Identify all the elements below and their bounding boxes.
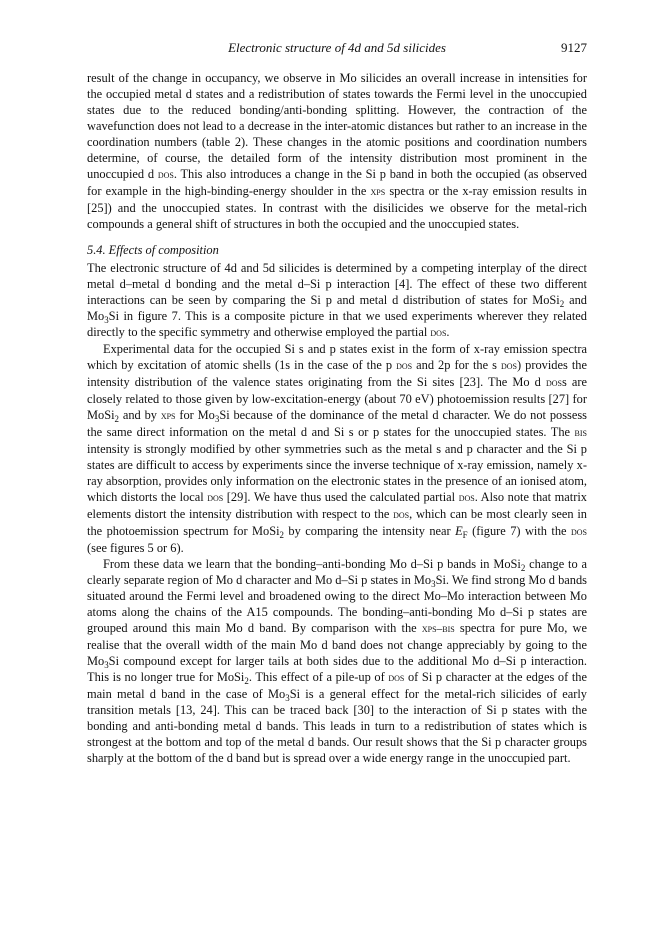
paragraph: From these data we learn that the bonding–anti-bonding Mo d–Si p bands in MoSi$_2$ change to a clearly separate region of Mo d character and Mo d–Si p states in $Mo_3Si$. We find strong Mo d bands situated around the Fermi level and broadened owing to the direct Mo–Mo interaction between Mo atoms along the chains of the A15 compounds. The bonding–anti-bonding Mo d–Si p states are grouped around this main Mo d band. By comparison with the xps–bis spectra for pure Mo, we realise that the overall width of the main Mo d band does not change appreciably by going to the $Mo_3Si$ compound except for larger tails at both sides due to the additional Mo d–Si p interaction. This is no longer true for MoSi$_2$. This effect of a pile-up of dos of Si p character at the edges of the main metal d band in the case of $Mo_3Si$ is a general effect for the metal-rich silicides of early transition metals [13, 24]. This can be traced back [30] to the interaction of Si p states with the bonding and anti-bonding metal d bands. This leads in turn to a redistribution of states which is strongest at the bottom and top of the metal d bands. Our result shows that the Si p character groups sharply at the bottom of the d band but is spread over a wide energy range in the unoccupied part. <box>87 557 588 765</box>
page-number: 9127 <box>561 40 587 55</box>
document-page <box>87 40 587 766</box>
running-title: Electronic structure of 4d and 5d silicides <box>228 40 446 55</box>
paragraph: result of the change in occupancy, we observe in Mo silicides an overall increase in intensities for the occupied metal d states and a redistribution of states towards the Fermi level in the unoccupied states due to the reduced bonding/anti-bonding splitting. However, the contraction of the wavefunction does not lead to a decrease in the inter-atomic distances but rather to an increase in the coordination numbers (table 2). These changes in the atomic positions and coordination numbers determine, of course, the detailed form of the intensity distribution most prominent in the unoccupied d dos. This also introduces a change in the Si p band in both the occupied (as observed for example in the high-binding-energy shoulder in the xps spectra or the x-ray emission results in [25]) and the unoccupied states. In contrast with the disilicides we observe for the metal-rich compounds a general shift of structures in both the occupied and the unoccupied states. <box>87 71 587 231</box>
paragraph: The electronic structure of 4d and 5d silicides is determined by a competing interplay of the direct metal d–metal d bonding and the metal d–Si p interaction [4]. The effect of these two different interactions can be seen by comparing the Si p and metal d distribution of states for MoSi$_2$ and $Mo_3Si$ in figure 7. This is a composite picture in that we used experiments wherever they related directly to the specific symmetry and otherwise employed the partial dos. <box>87 261 587 339</box>
section-heading: 5.4. Effects of composition <box>87 243 219 257</box>
paragraph: Experimental data for the occupied Si s and p states exist in the form of x-ray emission spectra which by excitation of atomic shells (1s in the case of the p dos and 2p for the s dos) provides the intensity distribution of the valence states originating from the Si sites [23]. The Mo d doss are closely related to those given by low-excitation-energy (about 70 eV) photoemission results [27] for MoSi$_2$ and by xps for $Mo_3Si$ because of the dominance of the metal d character. We do not possess the same direct information on the metal d and Si s or p states for the unoccupied states. The bis intensity is strongly modified by other symmetries such as the metal s and p character and the Si p states are difficult to access by experiments since the inverse technique of x-ray emission, namely x-ray absorption, provides only information on the electronic states in the presence of an ionised atom, which distorts the local dos [29]. We have thus used the calculated partial dos. Also note that matrix elements distort the intensity distribution with respect to the dos, which can be most clearly seen in the photoemission spectrum for MoSi$_2$ by comparing the intensity near $E_F$ (figure 7) with the dos (see figures 5 or 6). <box>87 342 587 555</box>
page-header <box>87 40 587 58</box>
